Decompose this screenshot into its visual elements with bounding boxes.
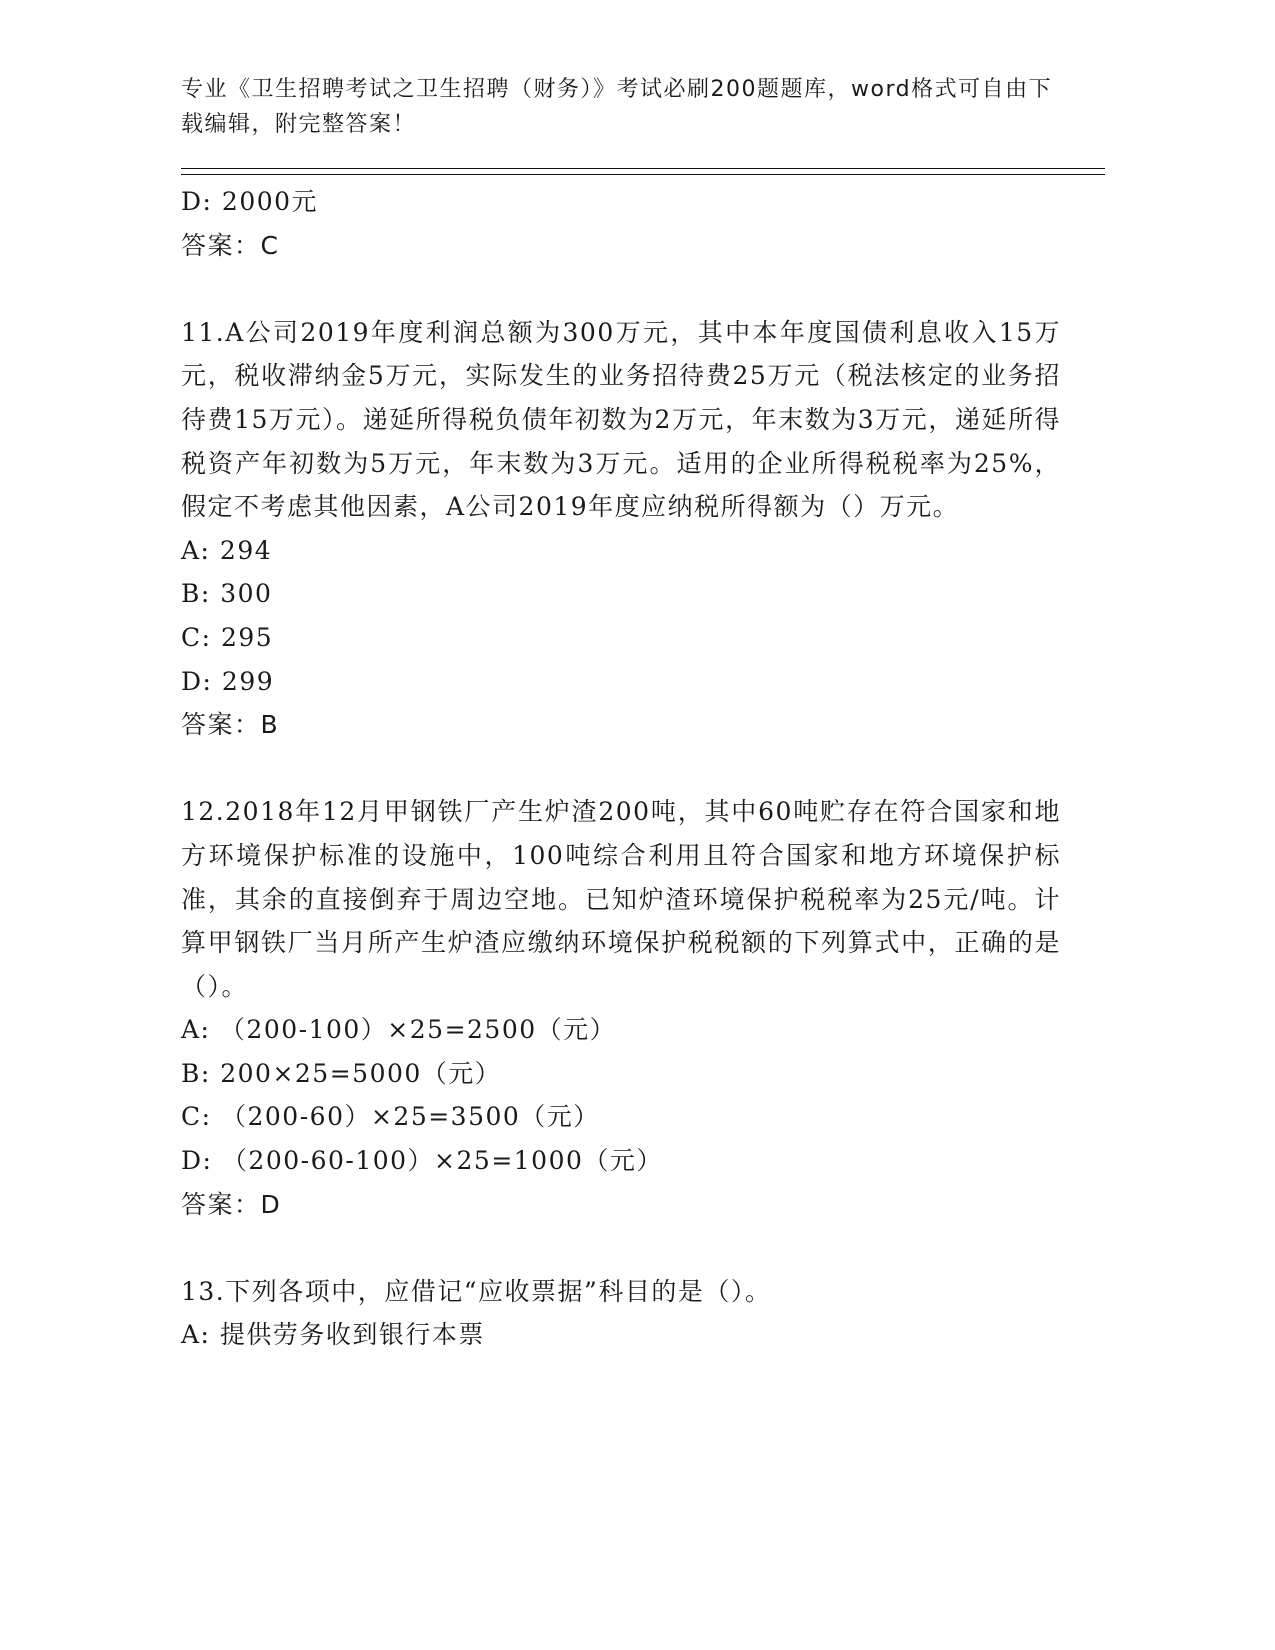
header-rule-top: [181, 168, 1105, 169]
question-11-option-b: B: 300: [181, 579, 273, 609]
spacer: [181, 267, 1061, 311]
page-header: 专业《卫生招聘考试之卫生招聘（财务）》考试必刷200题题库，word格式可自由下载编辑，附完整答案！: [181, 77, 1053, 137]
question-11-option-c: C: 295: [181, 622, 274, 652]
question-11-option-d: D: 299: [181, 666, 275, 696]
document-content: [181, 180, 1061, 1357]
prev-answer: 答案：C: [181, 230, 280, 260]
question-13-stem: 13.下列各项中，应借记“应收票据”科目的是（）。: [181, 1276, 772, 1306]
question-12-option-c: C: （200-60）×25=3500（元）: [181, 1102, 600, 1132]
question-11-stem: 11.A公司2019年度利润总额为300万元，其中本年度国债利息收入15万元，税收滞纳金5万元，实际发生的业务招待费25万元（税法核定的业务招待费15万元）。递延所得税负债年初数为2万元，年末数为3万元，递延所得税资产年初数为5万元，年末数为3万元。适用的企业所得税税率为25%，假定不考虑其他因素，A公司2019年度应纳税所得额为（）万元。: [181, 317, 1061, 522]
spacer: [181, 747, 1061, 791]
question-12-stem: 12.2018年12月甲钢铁厂产生炉渣200吨，其中60吨贮存在符合国家和地方环境保护标准的设施中，100吨综合利用且符合国家和地方环境保护标准，其余的直接倒弃于周边空地。已知炉渣环境保护税税率为25元/吨。计算甲钢铁厂当月所产生炉渣应缴纳环境保护税税额的下列算式中，正确的是（）。: [181, 797, 1061, 1001]
question-11-answer: 答案：B: [181, 710, 280, 740]
question-13-option-a: A: 提供劳务收到银行本票: [181, 1320, 485, 1350]
question-12-option-a: A: （200-100）×25=2500（元）: [181, 1015, 617, 1045]
question-11-option-a: A: 294: [181, 535, 273, 565]
prev-option-d: D: 2000元: [181, 187, 319, 216]
question-12-option-b: B: 200×25=5000（元）: [181, 1058, 502, 1088]
header-rule-bottom: [181, 174, 1105, 175]
question-12-answer: 答案：D: [181, 1189, 282, 1219]
spacer: [181, 1226, 1061, 1270]
question-12-option-d: D: （200-60-100）×25=1000（元）: [181, 1146, 663, 1176]
